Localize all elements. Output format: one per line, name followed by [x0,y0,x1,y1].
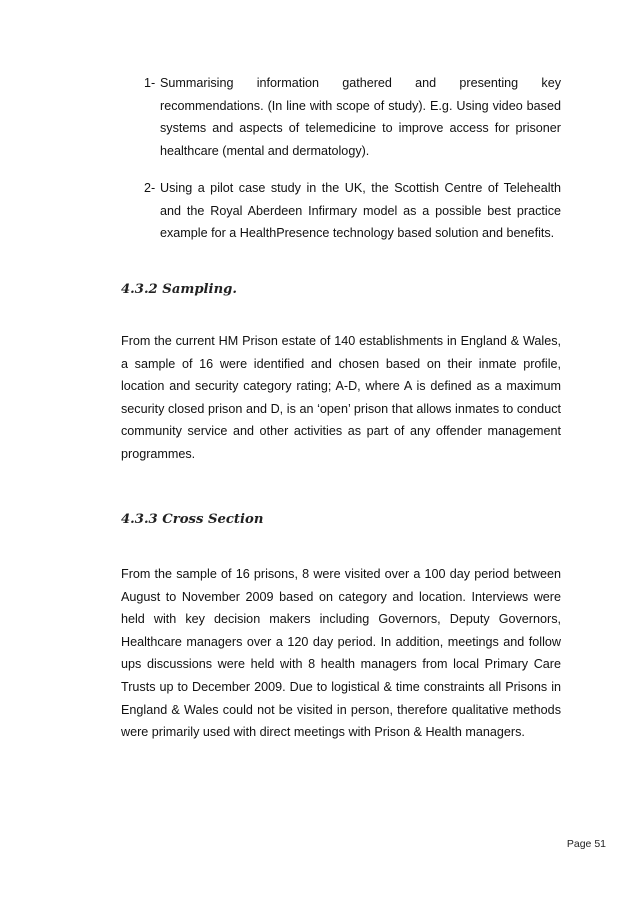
list-item [121,177,561,245]
list-item-text: Using a pilot case study in the UK, the Scottish Centre of Telehealth and the Royal Aberdeen Infirmary model as a possible best practice example for a HealthPresence technology based solution and benefits. [160,180,561,241]
section-heading-sampling: 4.3.2 Sampling. [121,282,237,297]
list-item-number: 1- [144,76,156,90]
list-item-text: Summarising information gathered and presenting key recommendations. (In line with scope of study). E.g. Using video based systems and aspects of telemedicine to improve access for prisoner healthcare (mental and dermatology). [160,76,561,159]
section-paragraph-cross-section: From the sample of 16 prisons, 8 were visited over a 100 day period between August to November 2009 based on category and location. Interviews were held with key decision makers including Governors, Deputy Governors, Healthcare managers over a 120 day period. In addition, meetings and follow ups discussions were held with 8 health managers from local Primary Care Trusts up to December 2009. Due to logistical & time constraints all Prisons in England & Wales could not be visited in person, therefore qualitative methods were primarily used with direct meetings with Prison & Health managers. [121,567,561,740]
section-heading-cross-section: 4.3.3 Cross Section [121,512,264,527]
list-item [121,72,561,163]
list-item-number: 2- [144,180,156,195]
page-number: Page 51 [566,838,606,850]
section-paragraph-sampling: From the current HM Prison estate of 140 establishments in England & Wales, a sample of 16 were identified and chosen based on their inmate profile, location and security category rating; A-D, where A is defined as a maximum security closed prison and D, is an ‘open’ prison that allows inmates to conduct community service and other activities as part of any offender management programmes. [121,334,561,461]
numbered-list [121,72,561,259]
